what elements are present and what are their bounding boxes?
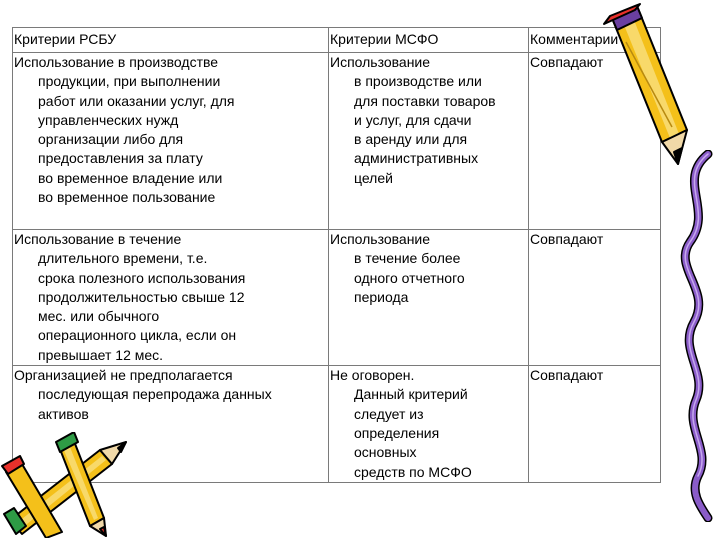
header-comment: Комментарии [529,28,661,53]
cell-msfo-text: Не оговорен. Данный критерий следует из определения основных средств по МСФО [330,367,472,480]
table-row [13,230,661,366]
header-msfo: Критерии МСФО [329,28,529,53]
cell-msfo-text: Использование в производстве или для поставки товаров и услуг, для сдачи в аренду или для административных целей [330,54,496,186]
cell-comment-text: Совпадают [530,367,604,384]
cell-comment [529,366,661,483]
cell-rsbu [13,53,329,230]
pencil-icon [590,2,690,170]
header-rsbu: Критерии РСБУ [13,28,329,53]
cell-msfo [329,230,529,366]
cell-comment-text: Совпадают [530,231,604,247]
table-header-row [13,28,661,53]
cell-rsbu-text: Организацией не предполагается последующая перепродажа данных активов [14,367,272,422]
cell-comment-text: Совпадают [530,54,604,70]
crossed-pencils-icon [0,432,132,538]
cell-rsbu-text: Использование в течение длительного времени, т.е. срока полезного использования продолжительностью свыше 12 мес. или обычного операционного цикла, если он превышает 12 мес. [14,231,246,363]
cell-msfo [329,53,529,230]
ribbon-swirl-icon [668,150,718,522]
cell-rsbu-text: Использование в производстве продукции, при выполнении работ или оказании услуг, для управленческих нужд организации либо для предоставления за плату во временное владение или во временное пользование [14,54,235,206]
criteria-table [12,27,661,483]
cell-msfo [329,366,529,483]
cell-comment [529,230,661,366]
table-row [13,53,661,230]
cell-rsbu [13,230,329,366]
cell-msfo-text: Использование в течение более одного отчетного периода [330,231,465,305]
